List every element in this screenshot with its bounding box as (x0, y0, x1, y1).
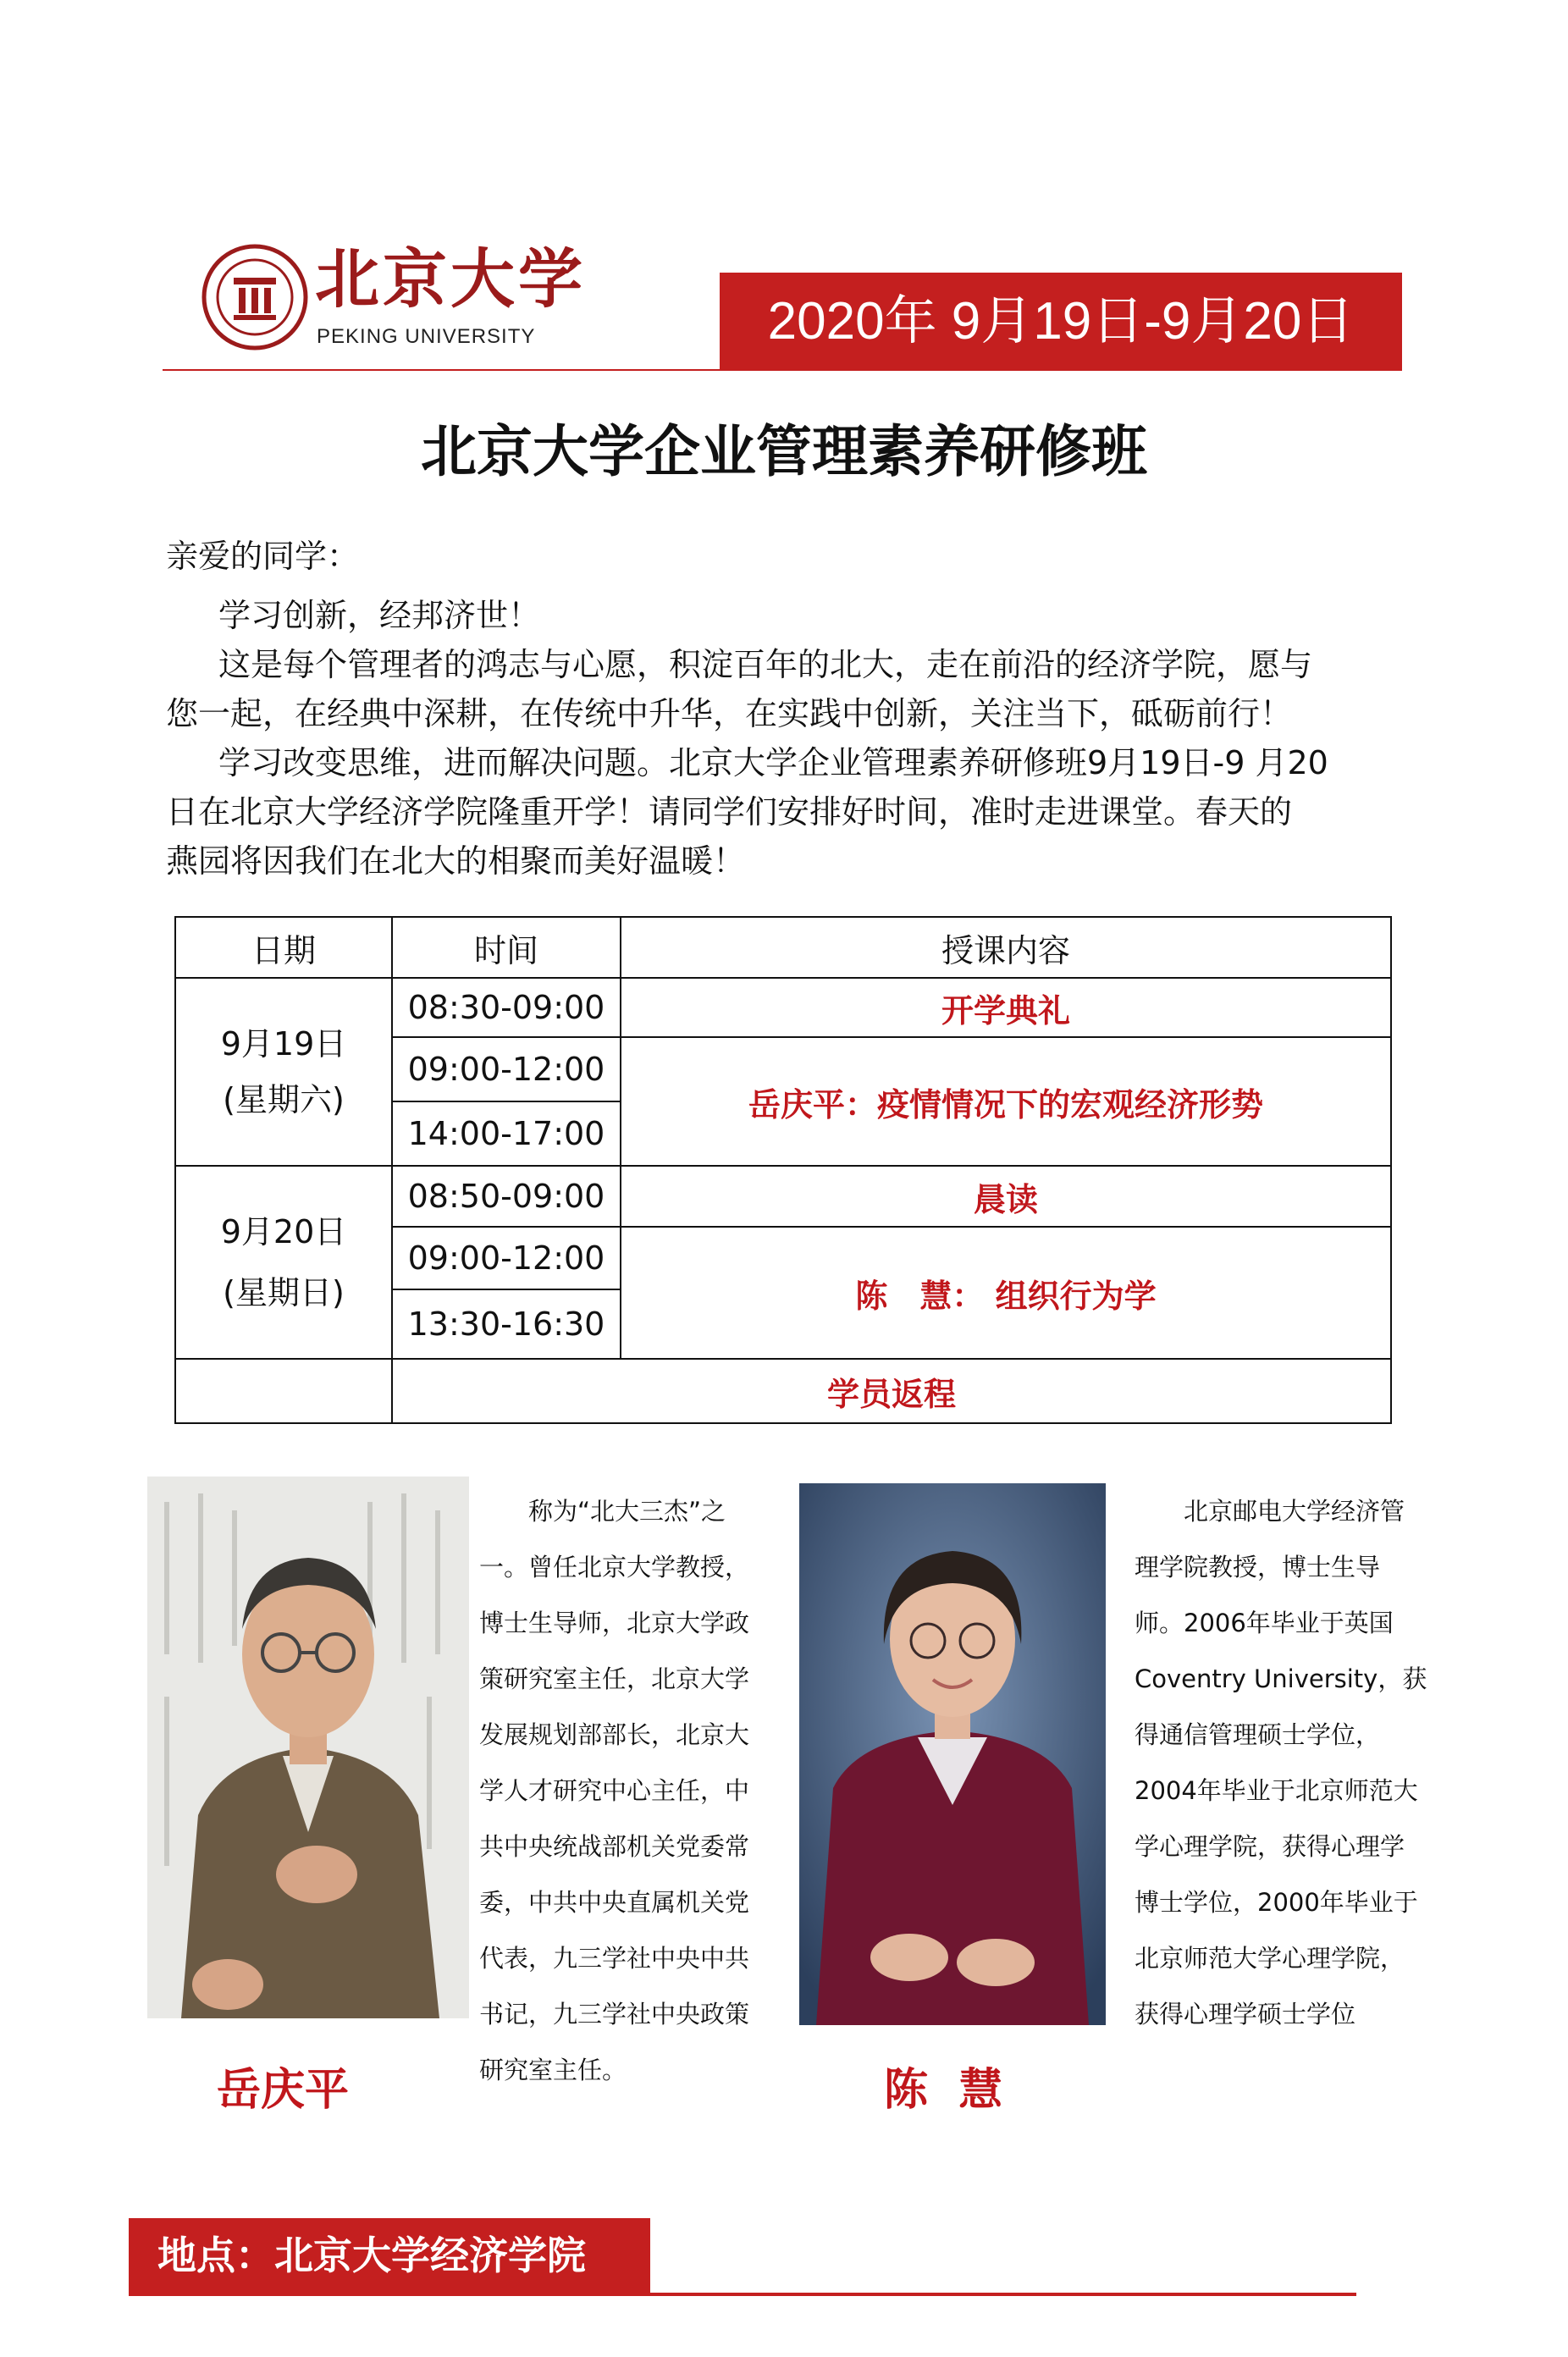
session-departure: 学员返程 (392, 1359, 1391, 1423)
table-row (175, 1166, 1391, 1227)
letter-line: 日在北京大学经济学院隆重开学！请同学们安排好时间，准时走进课堂。春天的 (166, 793, 1293, 831)
table-row (175, 1359, 1391, 1423)
peking-university-seal-icon (202, 244, 308, 351)
time-cell: 14:00-17:00 (392, 1101, 621, 1166)
day1-date-cell (175, 978, 392, 1166)
letter-line: 学习改变思维，进而解决问题。北京大学企业管理素养研修班9月19日-9 月20 (218, 744, 1328, 781)
letter-greeting: 亲爱的同学： (166, 538, 360, 575)
logo-wordmark: 北京大学 (315, 241, 586, 317)
time-cell: 09:00-12:00 (392, 1227, 621, 1289)
time-cell: 13:30-16:30 (392, 1289, 621, 1359)
professor-chen-bio: 北京邮电大学经济管 理学院教授，博士生导 师。2006年毕业于英国 Coventry University，获 得通信管理硕士学位， 2004年毕业于北京师范大 学心理学院，获得心理学 博士学位，2000年毕业于 北京师范大学心理学院， 获得心理学硕士学位 (1135, 1497, 1427, 2029)
empty-date-cell (175, 1359, 392, 1423)
professor-yue-name: 岳庆平 (217, 2065, 350, 2116)
header-time: 时间 (392, 917, 621, 978)
table-row (175, 978, 1391, 1037)
table-header-row (175, 917, 1391, 978)
header-content: 授课内容 (621, 917, 1391, 978)
professor-chen-name: 陈 慧 (884, 2065, 1003, 2116)
header-date: 日期 (175, 917, 392, 978)
session-yue-lecture: 岳庆平：疫情情况下的宏观经济形势 (621, 1037, 1391, 1166)
time-cell: 08:50-09:00 (392, 1166, 621, 1227)
day2-date-cell (175, 1166, 392, 1359)
day2-date: 9月20日 (220, 1213, 347, 1250)
day1-date: 9月19日 (220, 1025, 347, 1063)
session-chen-lecture: 陈 慧： 组织行为学 (621, 1227, 1391, 1359)
location-banner: 地点：北京大学经济学院 (129, 2218, 650, 2293)
time-cell: 09:00-12:00 (392, 1037, 621, 1101)
professor-yue-bio: 称为“北大三杰”之 一。曾任北京大学教授， 博士生导师，北京大学政 策研究室主任，北京大学 发展规划部部长，北京大 学人才研究中心主任，中 共中央统战部机关党委常 委，中共中央直属机关党 代表，九三学社中央中共 书记，九三学社中央政策 研究室主任。 (479, 1497, 750, 2084)
time-cell: 08:30-09:00 (392, 978, 621, 1037)
professor-yue-photo (147, 1477, 469, 2018)
professor-chen-photo (799, 1483, 1106, 2025)
logo-subtitle: PEKING UNIVERSITY (317, 325, 536, 348)
schedule-table (174, 916, 1392, 1424)
letter-line: 这是每个管理者的鸿志与心愿，积淀百年的北大，走在前沿的经济学院，愿与 (218, 646, 1313, 683)
session-morning-reading: 晨读 (621, 1166, 1391, 1227)
session-opening-ceremony: 开学典礼 (621, 978, 1391, 1037)
header-divider (163, 369, 1402, 371)
letter-line: 您一起，在经典中深耕，在传统中升华，在实践中创新，关注当下，砥砺前行！ (166, 695, 1293, 732)
page-title: 北京大学企业管理素养研修班 (421, 419, 1147, 484)
letter-line: 学习创新，经邦济世！ (218, 597, 541, 634)
day2-weekday: (星期日) (223, 1274, 345, 1311)
letter-line: 燕园将因我们在北大的相聚而美好温暖！ (166, 842, 746, 880)
day1-weekday: (星期六) (223, 1081, 345, 1118)
footer-divider (129, 2293, 1356, 2296)
date-banner: 2020年 9月19日-9月20日 (720, 273, 1402, 371)
